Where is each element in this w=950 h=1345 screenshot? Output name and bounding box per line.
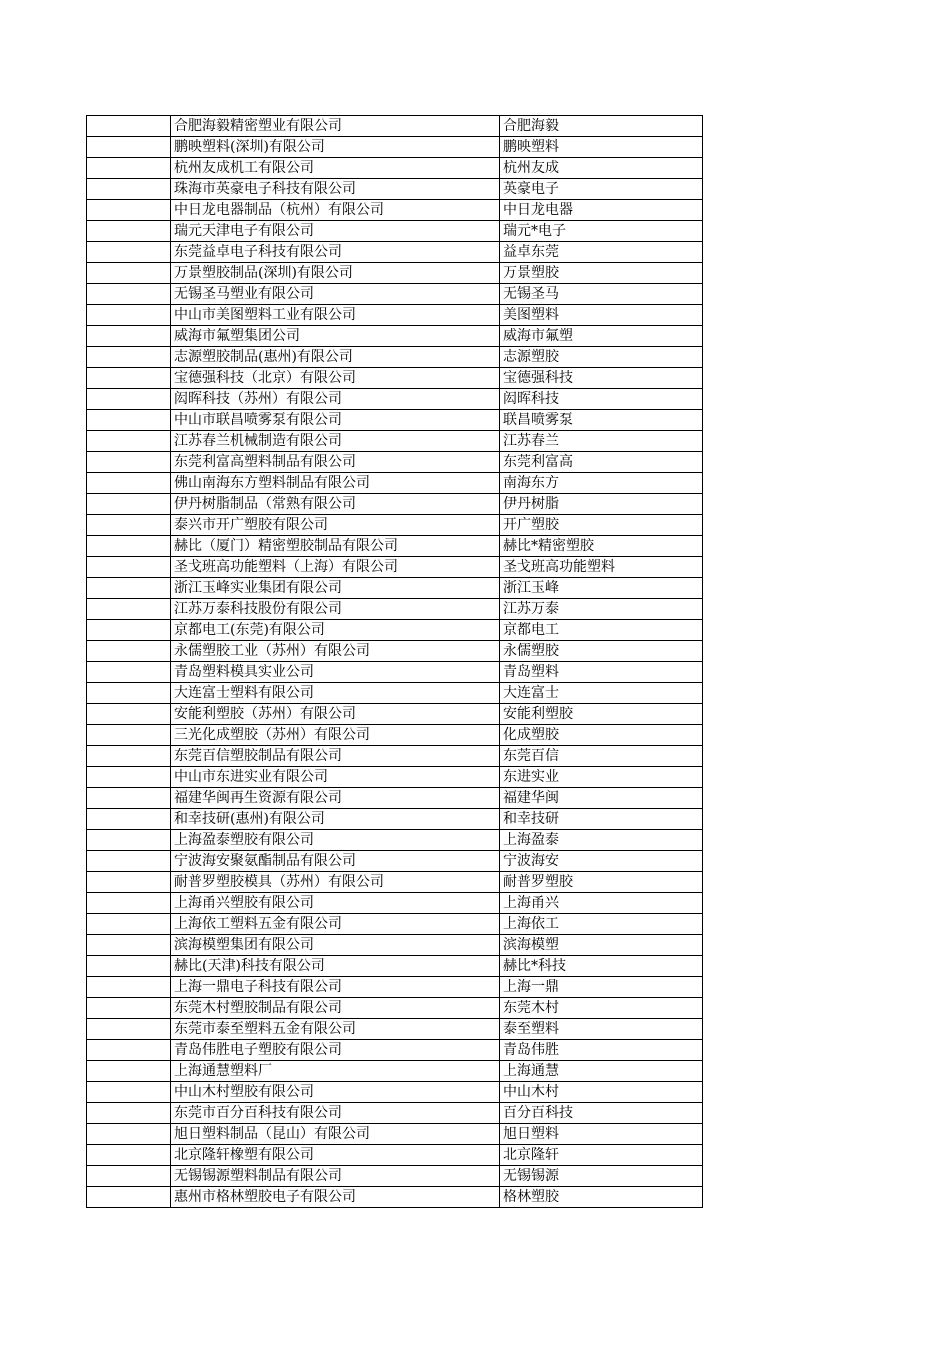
table-row bbox=[87, 1187, 703, 1208]
company-full-name-cell[interactable]: 上海依工塑料五金有限公司 bbox=[171, 914, 500, 935]
empty-cell[interactable] bbox=[87, 578, 171, 599]
company-full-name-cell[interactable]: 合肥海毅精密塑业有限公司 bbox=[171, 116, 500, 137]
company-full-name-cell[interactable]: 三光化成塑胶（苏州）有限公司 bbox=[171, 725, 500, 746]
empty-cell[interactable] bbox=[87, 935, 171, 956]
table-row bbox=[87, 578, 703, 599]
empty-cell[interactable] bbox=[87, 536, 171, 557]
table-row bbox=[87, 368, 703, 389]
empty-cell[interactable] bbox=[87, 809, 171, 830]
company-table-body bbox=[87, 116, 703, 1208]
table-row bbox=[87, 620, 703, 641]
company-short-name-cell[interactable]: 中山木村 bbox=[500, 1082, 703, 1103]
company-full-name-cell[interactable]: 无锡锡源塑料制品有限公司 bbox=[171, 1166, 500, 1187]
empty-cell[interactable] bbox=[87, 620, 171, 641]
company-full-name-cell[interactable]: 东莞市泰至塑料五金有限公司 bbox=[171, 1019, 500, 1040]
empty-cell[interactable] bbox=[87, 221, 171, 242]
company-short-name-cell[interactable]: 上海盈泰 bbox=[500, 830, 703, 851]
empty-cell[interactable] bbox=[87, 515, 171, 536]
empty-cell[interactable] bbox=[87, 200, 171, 221]
empty-cell[interactable] bbox=[87, 977, 171, 998]
company-short-name-cell[interactable]: 南海东方 bbox=[500, 473, 703, 494]
company-short-name-cell[interactable]: 上海通慧 bbox=[500, 1061, 703, 1082]
company-full-name-cell[interactable]: 佛山南海东方塑料制品有限公司 bbox=[171, 473, 500, 494]
company-full-name-cell[interactable]: 惠州市格林塑胶电子有限公司 bbox=[171, 1187, 500, 1208]
company-full-name-cell[interactable]: 威海市氟塑集团公司 bbox=[171, 326, 500, 347]
table-row bbox=[87, 599, 703, 620]
empty-cell[interactable] bbox=[87, 116, 171, 137]
company-full-name-cell[interactable]: 闳晖科技（苏州）有限公司 bbox=[171, 389, 500, 410]
empty-cell[interactable] bbox=[87, 998, 171, 1019]
table-row bbox=[87, 263, 703, 284]
company-full-name-cell[interactable]: 安能利塑胶（苏州）有限公司 bbox=[171, 704, 500, 725]
company-full-name-cell[interactable]: 中山市美图塑料工业有限公司 bbox=[171, 305, 500, 326]
company-short-name-cell[interactable]: 宝德强科技 bbox=[500, 368, 703, 389]
company-short-name-cell[interactable]: 瑞元*电子 bbox=[500, 221, 703, 242]
company-short-name-cell[interactable]: 格林塑胶 bbox=[500, 1187, 703, 1208]
table-row bbox=[87, 284, 703, 305]
company-short-name-cell[interactable]: 合肥海毅 bbox=[500, 116, 703, 137]
company-full-name-cell[interactable]: 圣戈班高功能塑料（上海）有限公司 bbox=[171, 557, 500, 578]
empty-cell[interactable] bbox=[87, 494, 171, 515]
table-row bbox=[87, 473, 703, 494]
company-full-name-cell[interactable]: 志源塑胶制品(惠州)有限公司 bbox=[171, 347, 500, 368]
company-full-name-cell[interactable]: 宝德强科技（北京）有限公司 bbox=[171, 368, 500, 389]
table-row bbox=[87, 431, 703, 452]
table-row bbox=[87, 536, 703, 557]
company-full-name-cell[interactable]: 赫比（厦门）精密塑胶制品有限公司 bbox=[171, 536, 500, 557]
empty-cell[interactable] bbox=[87, 725, 171, 746]
table-row bbox=[87, 683, 703, 704]
empty-cell[interactable] bbox=[87, 1166, 171, 1187]
company-short-name-cell[interactable]: 志源塑胶 bbox=[500, 347, 703, 368]
table-row bbox=[87, 515, 703, 536]
company-full-name-cell[interactable]: 东莞利富高塑料制品有限公司 bbox=[171, 452, 500, 473]
empty-cell[interactable] bbox=[87, 872, 171, 893]
table-row bbox=[87, 746, 703, 767]
company-full-name-cell[interactable]: 上海一鼎电子科技有限公司 bbox=[171, 977, 500, 998]
empty-cell[interactable] bbox=[87, 956, 171, 977]
table-row bbox=[87, 641, 703, 662]
company-short-name-cell[interactable]: 耐普罗塑胶 bbox=[500, 872, 703, 893]
empty-cell[interactable] bbox=[87, 893, 171, 914]
company-full-name-cell[interactable]: 耐普罗塑胶模具（苏州）有限公司 bbox=[171, 872, 500, 893]
empty-cell[interactable] bbox=[87, 1103, 171, 1124]
empty-cell[interactable] bbox=[87, 389, 171, 410]
company-full-name-cell[interactable]: 赫比(天津)科技有限公司 bbox=[171, 956, 500, 977]
empty-cell[interactable] bbox=[87, 851, 171, 872]
company-short-name-cell[interactable]: 北京隆轩 bbox=[500, 1145, 703, 1166]
company-short-name-cell[interactable]: 美图塑料 bbox=[500, 305, 703, 326]
table-row bbox=[87, 725, 703, 746]
empty-cell[interactable] bbox=[87, 599, 171, 620]
table-row bbox=[87, 1040, 703, 1061]
company-full-name-cell[interactable]: 伊丹树脂制品（常熟有限公司 bbox=[171, 494, 500, 515]
empty-cell[interactable] bbox=[87, 683, 171, 704]
empty-cell[interactable] bbox=[87, 137, 171, 158]
table-row bbox=[87, 305, 703, 326]
company-full-name-cell[interactable]: 和幸技研(惠州)有限公司 bbox=[171, 809, 500, 830]
company-full-name-cell[interactable]: 万景塑胶制品(深圳)有限公司 bbox=[171, 263, 500, 284]
company-short-name-cell[interactable]: 上海甬兴 bbox=[500, 893, 703, 914]
company-short-name-cell[interactable]: 中日龙电器 bbox=[500, 200, 703, 221]
company-short-name-cell[interactable]: 英豪电子 bbox=[500, 179, 703, 200]
company-short-name-cell[interactable]: 赫比*精密塑胶 bbox=[500, 536, 703, 557]
company-short-name-cell[interactable]: 百分百科技 bbox=[500, 1103, 703, 1124]
table-row bbox=[87, 116, 703, 137]
company-full-name-cell[interactable]: 大连富士塑料有限公司 bbox=[171, 683, 500, 704]
table-row bbox=[87, 158, 703, 179]
table-row bbox=[87, 410, 703, 431]
company-full-name-cell[interactable]: 东莞百信塑胶制品有限公司 bbox=[171, 746, 500, 767]
empty-cell[interactable] bbox=[87, 284, 171, 305]
company-full-name-cell[interactable]: 永儒塑胶工业（苏州）有限公司 bbox=[171, 641, 500, 662]
empty-cell[interactable] bbox=[87, 452, 171, 473]
table-row bbox=[87, 347, 703, 368]
spreadsheet bbox=[86, 115, 702, 1208]
company-full-name-cell[interactable]: 青岛伟胜电子塑胶有限公司 bbox=[171, 1040, 500, 1061]
company-short-name-cell[interactable]: 东莞利富高 bbox=[500, 452, 703, 473]
empty-cell[interactable] bbox=[87, 431, 171, 452]
table-row bbox=[87, 956, 703, 977]
company-short-name-cell[interactable]: 威海市氟塑 bbox=[500, 326, 703, 347]
table-row bbox=[87, 1124, 703, 1145]
company-short-name-cell[interactable]: 赫比*科技 bbox=[500, 956, 703, 977]
table-row bbox=[87, 830, 703, 851]
table-row bbox=[87, 1166, 703, 1187]
table-row bbox=[87, 221, 703, 242]
empty-cell[interactable] bbox=[87, 788, 171, 809]
table-row bbox=[87, 1145, 703, 1166]
company-full-name-cell[interactable]: 江苏春兰机械制造有限公司 bbox=[171, 431, 500, 452]
table-row bbox=[87, 326, 703, 347]
company-short-name-cell[interactable]: 闳晖科技 bbox=[500, 389, 703, 410]
empty-cell[interactable] bbox=[87, 1124, 171, 1145]
company-full-name-cell[interactable]: 无锡圣马塑业有限公司 bbox=[171, 284, 500, 305]
company-short-name-cell[interactable]: 大连富士 bbox=[500, 683, 703, 704]
empty-cell[interactable] bbox=[87, 326, 171, 347]
empty-cell[interactable] bbox=[87, 1187, 171, 1208]
empty-cell[interactable] bbox=[87, 158, 171, 179]
table-row bbox=[87, 662, 703, 683]
empty-cell[interactable] bbox=[87, 347, 171, 368]
table-row bbox=[87, 704, 703, 725]
table-row bbox=[87, 179, 703, 200]
company-short-name-cell[interactable]: 青岛伟胜 bbox=[500, 1040, 703, 1061]
company-short-name-cell[interactable]: 益卓东莞 bbox=[500, 242, 703, 263]
table-row bbox=[87, 893, 703, 914]
company-short-name-cell[interactable]: 江苏春兰 bbox=[500, 431, 703, 452]
empty-cell[interactable] bbox=[87, 410, 171, 431]
empty-cell[interactable] bbox=[87, 263, 171, 284]
company-short-name-cell[interactable]: 东进实业 bbox=[500, 767, 703, 788]
company-short-name-cell[interactable]: 永儒塑胶 bbox=[500, 641, 703, 662]
company-full-name-cell[interactable]: 瑞元天津电子有限公司 bbox=[171, 221, 500, 242]
empty-cell[interactable] bbox=[87, 1082, 171, 1103]
table-row bbox=[87, 452, 703, 473]
company-full-name-cell[interactable]: 中山木村塑胶有限公司 bbox=[171, 1082, 500, 1103]
company-full-name-cell[interactable]: 京都电工(东莞)有限公司 bbox=[171, 620, 500, 641]
company-full-name-cell[interactable]: 江苏万泰科技股份有限公司 bbox=[171, 599, 500, 620]
company-full-name-cell[interactable]: 北京隆轩橡塑有限公司 bbox=[171, 1145, 500, 1166]
empty-cell[interactable] bbox=[87, 557, 171, 578]
company-short-name-cell[interactable]: 东莞百信 bbox=[500, 746, 703, 767]
table-row bbox=[87, 1103, 703, 1124]
company-full-name-cell[interactable]: 浙江玉峰实业集团有限公司 bbox=[171, 578, 500, 599]
empty-cell[interactable] bbox=[87, 1040, 171, 1061]
company-short-name-cell[interactable]: 上海依工 bbox=[500, 914, 703, 935]
table-row bbox=[87, 788, 703, 809]
company-short-name-cell[interactable]: 泰至塑料 bbox=[500, 1019, 703, 1040]
empty-cell[interactable] bbox=[87, 746, 171, 767]
company-full-name-cell[interactable]: 滨海模塑集团有限公司 bbox=[171, 935, 500, 956]
empty-cell[interactable] bbox=[87, 914, 171, 935]
empty-cell[interactable] bbox=[87, 830, 171, 851]
table-row bbox=[87, 494, 703, 515]
company-full-name-cell[interactable]: 东莞市百分百科技有限公司 bbox=[171, 1103, 500, 1124]
table-row bbox=[87, 557, 703, 578]
company-short-name-cell[interactable]: 无锡锡源 bbox=[500, 1166, 703, 1187]
company-full-name-cell[interactable]: 东莞木村塑胶制品有限公司 bbox=[171, 998, 500, 1019]
company-short-name-cell[interactable]: 旭日塑料 bbox=[500, 1124, 703, 1145]
table-row bbox=[87, 767, 703, 788]
empty-cell[interactable] bbox=[87, 242, 171, 263]
company-short-name-cell[interactable]: 开广塑胶 bbox=[500, 515, 703, 536]
table-row bbox=[87, 851, 703, 872]
company-short-name-cell[interactable]: 京都电工 bbox=[500, 620, 703, 641]
company-full-name-cell[interactable]: 东莞益卓电子科技有限公司 bbox=[171, 242, 500, 263]
company-full-name-cell[interactable]: 福建华闽再生资源有限公司 bbox=[171, 788, 500, 809]
table-row bbox=[87, 200, 703, 221]
company-full-name-cell[interactable]: 泰兴市开广塑胶有限公司 bbox=[171, 515, 500, 536]
empty-cell[interactable] bbox=[87, 368, 171, 389]
company-short-name-cell[interactable]: 联昌喷雾泵 bbox=[500, 410, 703, 431]
company-full-name-cell[interactable]: 宁波海安聚氨酯制品有限公司 bbox=[171, 851, 500, 872]
company-short-name-cell[interactable]: 圣戈班高功能塑料 bbox=[500, 557, 703, 578]
empty-cell[interactable] bbox=[87, 1061, 171, 1082]
empty-cell[interactable] bbox=[87, 305, 171, 326]
company-short-name-cell[interactable]: 浙江玉峰 bbox=[500, 578, 703, 599]
company-full-name-cell[interactable]: 中山市联昌喷雾泵有限公司 bbox=[171, 410, 500, 431]
table-row bbox=[87, 137, 703, 158]
company-full-name-cell[interactable]: 珠海市英豪电子科技有限公司 bbox=[171, 179, 500, 200]
company-short-name-cell[interactable]: 伊丹树脂 bbox=[500, 494, 703, 515]
company-short-name-cell[interactable]: 安能利塑胶 bbox=[500, 704, 703, 725]
company-full-name-cell[interactable]: 杭州友成机工有限公司 bbox=[171, 158, 500, 179]
table-row bbox=[87, 998, 703, 1019]
empty-cell[interactable] bbox=[87, 179, 171, 200]
company-short-name-cell[interactable]: 青岛塑料 bbox=[500, 662, 703, 683]
company-full-name-cell[interactable]: 旭日塑料制品（昆山）有限公司 bbox=[171, 1124, 500, 1145]
company-short-name-cell[interactable]: 滨海模塑 bbox=[500, 935, 703, 956]
empty-cell[interactable] bbox=[87, 662, 171, 683]
company-short-name-cell[interactable]: 和幸技研 bbox=[500, 809, 703, 830]
empty-cell[interactable] bbox=[87, 767, 171, 788]
company-full-name-cell[interactable]: 上海盈泰塑胶有限公司 bbox=[171, 830, 500, 851]
table-row bbox=[87, 809, 703, 830]
company-full-name-cell[interactable]: 中日龙电器制品（杭州）有限公司 bbox=[171, 200, 500, 221]
company-short-name-cell[interactable]: 化成塑胶 bbox=[500, 725, 703, 746]
table-row bbox=[87, 935, 703, 956]
company-table bbox=[86, 115, 703, 1208]
company-full-name-cell[interactable]: 上海甬兴塑胶有限公司 bbox=[171, 893, 500, 914]
table-row bbox=[87, 389, 703, 410]
table-row bbox=[87, 1082, 703, 1103]
company-full-name-cell[interactable]: 青岛塑料模具实业公司 bbox=[171, 662, 500, 683]
company-short-name-cell[interactable]: 万景塑胶 bbox=[500, 263, 703, 284]
company-short-name-cell[interactable]: 江苏万泰 bbox=[500, 599, 703, 620]
empty-cell[interactable] bbox=[87, 641, 171, 662]
company-short-name-cell[interactable]: 东莞木村 bbox=[500, 998, 703, 1019]
table-row bbox=[87, 1061, 703, 1082]
empty-cell[interactable] bbox=[87, 704, 171, 725]
empty-cell[interactable] bbox=[87, 473, 171, 494]
empty-cell[interactable] bbox=[87, 1145, 171, 1166]
table-row bbox=[87, 242, 703, 263]
table-row bbox=[87, 872, 703, 893]
company-short-name-cell[interactable]: 福建华闽 bbox=[500, 788, 703, 809]
company-short-name-cell[interactable]: 无锡圣马 bbox=[500, 284, 703, 305]
company-short-name-cell[interactable]: 上海一鼎 bbox=[500, 977, 703, 998]
company-short-name-cell[interactable]: 杭州友成 bbox=[500, 158, 703, 179]
company-short-name-cell[interactable]: 宁波海安 bbox=[500, 851, 703, 872]
table-row bbox=[87, 1019, 703, 1040]
company-full-name-cell[interactable]: 鹏映塑料(深圳)有限公司 bbox=[171, 137, 500, 158]
table-row bbox=[87, 977, 703, 998]
empty-cell[interactable] bbox=[87, 1019, 171, 1040]
company-short-name-cell[interactable]: 鹏映塑料 bbox=[500, 137, 703, 158]
company-full-name-cell[interactable]: 上海通慧塑料厂 bbox=[171, 1061, 500, 1082]
table-row bbox=[87, 914, 703, 935]
company-full-name-cell[interactable]: 中山市东进实业有限公司 bbox=[171, 767, 500, 788]
